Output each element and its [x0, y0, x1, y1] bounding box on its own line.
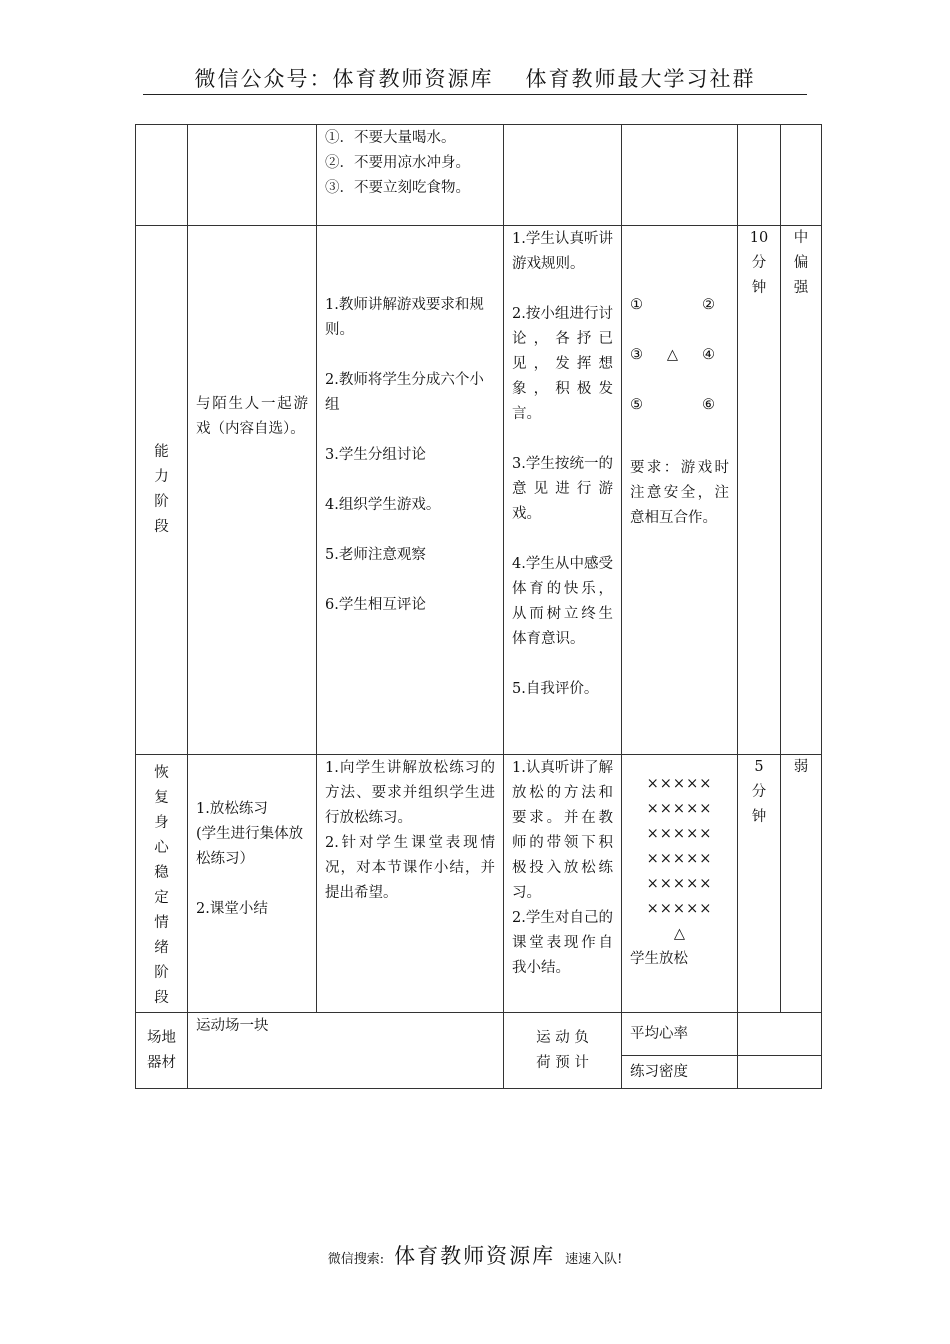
page-header — [143, 64, 807, 95]
cell-content-empty — [188, 125, 317, 226]
header-right: 体育教师最大学习社群 — [525, 67, 756, 91]
student-step: 5.自我评价。 — [512, 681, 599, 697]
cell-notes — [317, 125, 504, 226]
stage-char: 段 — [154, 519, 169, 535]
venue-label: 器材 — [147, 1054, 176, 1071]
cell-teacher-recovery — [317, 755, 504, 1013]
footer-brand: 体育教师资源库 — [394, 1244, 556, 1268]
teacher-step: 5.老师注意观察 — [325, 547, 426, 563]
content-text: (学生进行集体放松练习） — [196, 826, 304, 867]
stage-char: 复 — [154, 790, 169, 806]
group-marker: ④ — [702, 347, 715, 363]
teacher-step: 1.向学生讲解放松练习的方法、要求并组织学生进行放松练习。 — [325, 760, 495, 826]
note-item: ②．不要用凉水冲身。 — [325, 155, 470, 171]
cell-hr-label — [622, 1013, 738, 1056]
cell-content-ability — [188, 226, 317, 755]
student-step: 4.学生从中感受体育的快乐，从而树立终生体育意识。 — [512, 556, 613, 647]
time-char: 分 — [751, 784, 767, 800]
row-venue-1 — [136, 1013, 822, 1056]
cell-teacher-ability — [317, 226, 504, 755]
student-step: 2.按小组进行讨论，各抒已见，发挥想象，积极发言。 — [512, 306, 613, 422]
group-marker: ③ — [630, 347, 643, 363]
formation-row: ××××× — [646, 826, 713, 842]
cell-org-empty — [622, 125, 738, 226]
formation-row: ××××× — [646, 901, 713, 917]
cell-venue-value — [188, 1013, 504, 1089]
cell-student-empty — [504, 125, 622, 226]
intensity-char: 偏 — [793, 255, 809, 271]
stage-char: 力 — [154, 469, 169, 485]
teacher-step: 1.教师讲解游戏要求和规则。 — [325, 297, 484, 338]
teacher-triangle-icon: △ — [666, 347, 679, 363]
heart-rate-label: 平均心率 — [630, 1025, 688, 1042]
formation-row: ××××× — [646, 801, 713, 817]
student-step: 1.学生认真听讲游戏规则。 — [512, 231, 613, 272]
row-recovery-stage — [136, 755, 822, 1013]
student-step: 1.认真听讲了解放松的方法和要求。并在教师的带领下积极投入放松练习。 — [512, 760, 613, 901]
time-char: 分 — [751, 255, 767, 271]
venue-value: 运动场一块 — [196, 1018, 269, 1034]
group-diagram-row — [630, 293, 729, 318]
cell-stage-ability — [136, 226, 188, 755]
cell-time-ability — [738, 226, 781, 755]
formation-row: ××××× — [646, 851, 713, 867]
cell-time-empty — [738, 125, 781, 226]
stage-char: 心 — [154, 840, 169, 856]
content-text: 与陌生人一起游戏（内容自选）。 — [196, 396, 308, 437]
footer-suffix: 速速入队! — [565, 1252, 623, 1267]
row-ability-stage — [136, 226, 822, 755]
stage-char: 定 — [154, 890, 169, 906]
group-diagram-row — [630, 393, 729, 418]
page-footer — [0, 1240, 950, 1270]
cell-org-ability — [622, 226, 738, 755]
group-marker: ① — [630, 297, 643, 313]
cell-intensity-empty — [781, 125, 822, 226]
cell-load-label — [504, 1013, 622, 1089]
intensity-char: 强 — [793, 280, 809, 296]
stage-char: 绪 — [154, 940, 169, 956]
teacher-triangle-icon: △ — [673, 926, 686, 942]
group-marker: ⑤ — [630, 397, 643, 413]
cell-intensity-ability — [781, 226, 822, 755]
cell-intensity-recovery — [781, 755, 822, 1013]
cell-time-recovery — [738, 755, 781, 1013]
teacher-step: 6.学生相互评论 — [325, 597, 426, 613]
teacher-step: 2.针对学生课堂表现情况，对本节课作小结，并提出希望。 — [325, 835, 495, 901]
stage-char: 段 — [154, 990, 169, 1006]
cell-org-recovery — [622, 755, 738, 1013]
stage-char: 能 — [154, 444, 169, 460]
content-text: 2.课堂小结 — [196, 901, 268, 917]
intensity-char: 中 — [793, 230, 809, 246]
game-requirement: 要求：游戏时注意安全，注意相互合作。 — [630, 460, 729, 526]
teacher-step: 3.学生分组讨论 — [325, 447, 426, 463]
content-text: 1.放松练习 — [196, 801, 268, 817]
header-left: 微信公众号：体育教师资源库 — [194, 67, 494, 91]
cell-stage-recovery — [136, 755, 188, 1013]
cell-student-ability — [504, 226, 622, 755]
lesson-plan-table — [135, 124, 822, 1089]
time-char: 10 — [749, 230, 769, 246]
load-label: 运 动 负 — [536, 1029, 589, 1046]
formation-label: 学生放松 — [630, 951, 688, 967]
cell-hr-value — [738, 1013, 822, 1056]
load-label: 荷 预 计 — [536, 1054, 589, 1071]
intensity-char: 弱 — [793, 759, 809, 775]
stage-char: 情 — [154, 915, 169, 931]
stage-char: 稳 — [154, 865, 169, 881]
stage-char: 恢 — [154, 765, 169, 781]
venue-label: 场地 — [147, 1029, 176, 1046]
time-char: 5 — [754, 759, 764, 775]
note-item: ①．不要大量喝水。 — [325, 130, 456, 146]
cell-density-value — [738, 1056, 822, 1089]
time-char: 钟 — [751, 280, 767, 296]
formation-row: ××××× — [646, 876, 713, 892]
group-diagram-row — [630, 343, 729, 368]
student-step: 3.学生按统一的意见进行游戏。 — [512, 456, 613, 522]
note-item: ③．不要立刻吃食物。 — [325, 180, 470, 196]
cell-content-recovery — [188, 755, 317, 1013]
group-marker: ⑥ — [702, 397, 715, 413]
teacher-step: 2.教师将学生分成六个小组 — [325, 372, 484, 413]
density-label: 练习密度 — [630, 1063, 688, 1080]
footer-prefix: 微信搜索: — [327, 1252, 385, 1267]
teacher-step: 4.组织学生游戏。 — [325, 497, 441, 513]
stage-char: 身 — [154, 815, 169, 831]
time-char: 钟 — [751, 809, 767, 825]
row-notes — [136, 125, 822, 226]
cell-student-recovery — [504, 755, 622, 1013]
cell-stage-empty — [136, 125, 188, 226]
stage-char: 阶 — [154, 494, 169, 510]
cell-density-label — [622, 1056, 738, 1089]
formation-row: ××××× — [646, 776, 713, 792]
group-marker: ② — [702, 297, 715, 313]
stage-char: 阶 — [154, 965, 169, 981]
student-step: 2.学生对自己的课堂表现作自我小结。 — [512, 910, 613, 976]
cell-venue-label — [136, 1013, 188, 1089]
